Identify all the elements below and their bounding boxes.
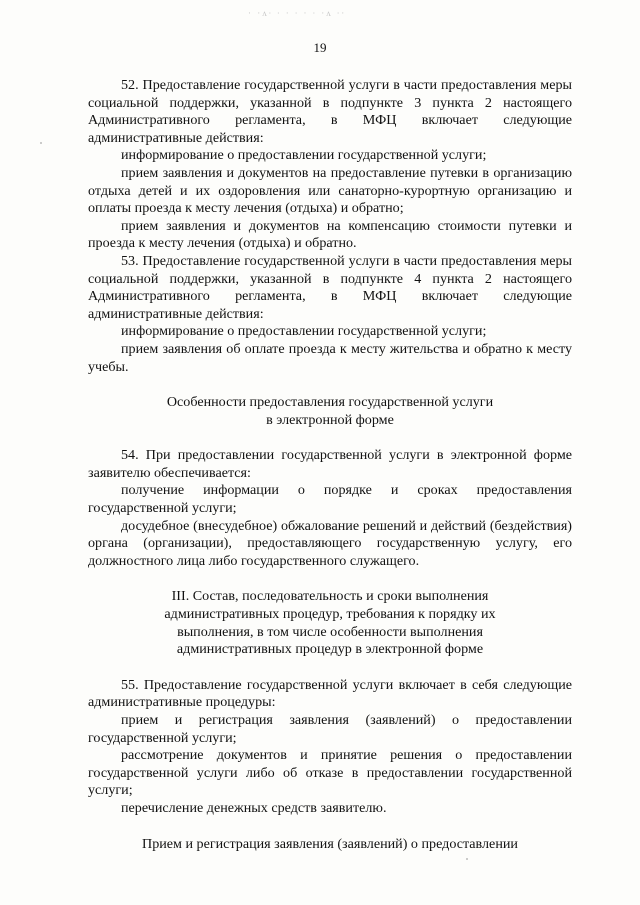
paragraph: информирование о предоставлении государственной услуги; [121, 323, 487, 340]
scan-speck [40, 142, 42, 144]
page-number: 19 [313, 40, 327, 55]
paragraph-53: 53. Предоставление государственной услуги в части предоставления меры социальной поддержки, указанной в подпункте 4 пункта 2 настоящего Административного регламента, в МФЦ включает следующие административные действия: [88, 252, 572, 322]
subsection-heading [88, 836, 572, 854]
paragraph: получение информации о порядке и сроках предоставления государственной услуги; [88, 482, 572, 517]
document-body [88, 77, 572, 853]
heading-line: выполнения, в том числе особенности выполнения [177, 623, 483, 640]
paragraph: досудебное (внесудебное) обжалование решений и действий (бездействия) органа (организации), предоставляющего государственную услугу, его должностного лица либо государственного служащего. [88, 517, 572, 569]
paragraph-55: 55. Предоставление государственной услуги включает в себя следующие административные процедуры: [88, 676, 572, 711]
paragraph: перечисление денежных средств заявителю. [121, 799, 387, 816]
paragraph: прием и регистрация заявления (заявлений) о предоставлении государственной услуги; [88, 712, 572, 746]
heading-line: административных процедур в электронной форме [176, 641, 484, 658]
heading-line: административных процедур, требования к порядку их [164, 606, 496, 623]
scan-artifact: · ·ᴧ∙ ∙ · ∙ · ∙ ·ᴧ ∙· [248, 8, 347, 18]
section-heading [88, 394, 572, 429]
paragraph: рассмотрение документов и принятие решения о предоставлении государственной услуги либо об отказе в предоставлении государственной услуги; [88, 747, 572, 799]
heading-line: в электронной форме [266, 411, 394, 428]
heading-line: Особенности предоставления государственной услуги [166, 394, 494, 411]
paragraph-54: 54. При предоставлении государственной услуги в электронной форме заявителю обеспечивается: [88, 447, 572, 481]
heading-line: Прием и регистрация заявления (заявлений) о предоставлении [142, 835, 518, 852]
heading-line: III. Состав, последовательность и сроки выполнения [171, 588, 489, 605]
paragraph: прием заявления и документов на предоставление путевки в организацию отдыха детей и их оздоровления или санаторно-курортную организацию и оплаты проезда к месту лечения (отдыха) и обратно; [88, 164, 572, 217]
paragraph: информирование о предоставлении государственной услуги; [121, 147, 487, 164]
paragraph: прием заявления об оплате проезда к месту жительства и обратно к месту учебы. [88, 340, 572, 375]
paragraph: прием заявления и документов на компенсацию стоимости путевки и проезда к месту лечения (отдыха) и обратно. [88, 217, 572, 252]
scan-speck [466, 858, 468, 860]
chapter-heading [88, 588, 572, 658]
paragraph-52: 52. Предоставление государственной услуги в части предоставления меры социальной поддержки, указанной в подпункте 3 пункта 2 настоящего Административного регламента, в МФЦ включает следующие административные действия: [88, 77, 572, 146]
